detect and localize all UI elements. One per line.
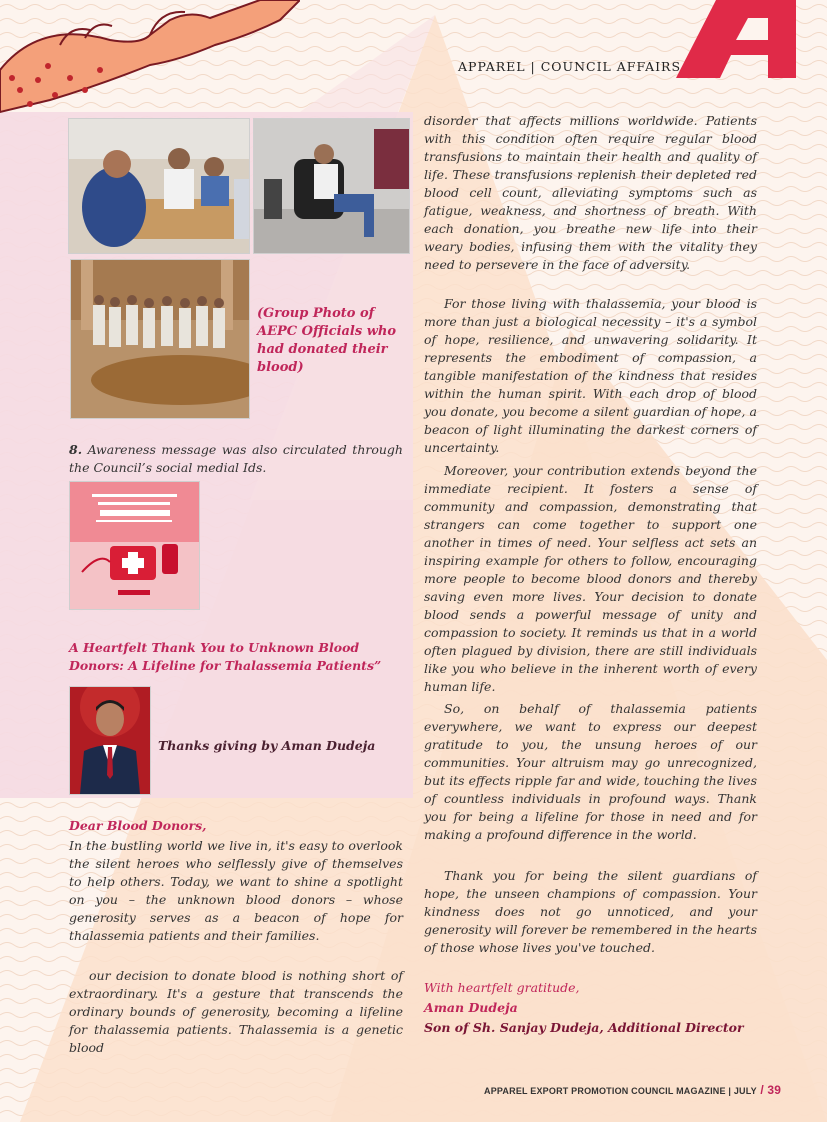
letter-paragraph: So, on behalf of thalassemia patients everywhere, we want to express our deepest gratitude to you, the unsung heroes of our communities. Your altruism may go unrecognized, but its effects ripple far and wide, touching the lives of countless individuals in profound ways. Thank you for being a lifeline for those in need and for making a profound difference in the world.: [424, 701, 757, 842]
footer-text: APPAREL EXPORT PROMOTION COUNCIL MAGAZINE | JULY: [484, 1086, 757, 1096]
group-photo: [70, 259, 250, 419]
letter-paragraph: Moreover, your contribution extends beyond the immediate recipient. It fosters a sense of community and compassion, demonstrating that strangers can come together to support one another in times of need. Your selfless act sets an inspiring example for others to follow, encouraging more people to become blood donors and thereby saving even more lives. Your decision to donate blood sends a powerful message of unity and compassion to society. It reminds us that in a world often plagued by division, there are still individuals like you who believe in the inherent worth of every human life.: [424, 463, 757, 694]
section-header: APPAREL | COUNCIL AFFAIRS: [458, 59, 682, 74]
item-8-text: [69, 441, 403, 477]
letter-paragraph: Thank you for being the silent guardians of hope, the unseen champions of compassion. Your kindness does not go unnoticed, and your generosity will forever be remembered in the hearts of those whose lives you've touched.: [424, 868, 757, 955]
letter-paragraph: disorder that affects millions worldwide. Patients with this condition often require regular blood transfusions to maintain their health and quality of life. These transfusions replenish their depleted red blood cell count, alleviating symptoms such as fatigue, weakness, and shortness of breath. With each donation, you breathe new life into their weary bodies, infusing them with the vitality they need to persevere in the face of adversity.: [424, 113, 757, 272]
thank-you-heading: A Heartfelt Thank You to Unknown Blood Donors: A Lifeline for Thalassemia Patients”: [69, 640, 382, 673]
blood-donation-photo-2: [253, 118, 410, 254]
footer-separator: /: [756, 1083, 768, 1097]
letter-paragraph: In the bustling world we live in, it's easy to overlook the silent heroes who selflessly give of themselves to help others. Today, we want to shine a spotlight on you – the unknown blood donors – whose generosity serves as a beacon of hope for thalassemia patients and their families.: [69, 838, 403, 943]
blood-donation-photo-1: [68, 118, 250, 254]
letter-signer: Aman Dudeja: [424, 1000, 518, 1015]
hands-illustration: [0, 0, 300, 115]
letter-closing: With heartfelt gratitude,: [424, 980, 580, 995]
letter-signer-relation: Son of Sh. Sanjay Dudeja, Additional Director: [424, 1020, 744, 1035]
thanks-caption: Thanks giving by Aman Dudeja: [158, 738, 376, 753]
page-number: 39: [767, 1083, 782, 1097]
letter-greeting: Dear Blood Donors,: [69, 818, 207, 833]
world-blood-donor-day-poster: [69, 481, 200, 610]
aman-dudeja-portrait: [69, 686, 151, 795]
letter-paragraph: For those living with thalassemia, your blood is more than just a biological necessity – it's a symbol of hope, resilience, and unwavering solidarity. It represents the embodiment of compassion, a tangible manifestation of the kindness that resides within the human spirit. With each drop of blood you donate, you become a silent guardian of hope, a beacon of light illuminating the darkest corners of uncertainty.: [424, 296, 757, 455]
page-footer: [484, 1083, 781, 1097]
aepc-logo-icon: [676, 0, 796, 78]
letter-paragraph: our decision to donate blood is nothing short of extraordinary. It's a gesture that transcends the ordinary bounds of generosity, becoming a lifeline for thalassemia patients. Thalassemia is a genetic blood: [69, 968, 403, 1055]
item-number: 8.: [69, 442, 83, 457]
item-8-body: Awareness message was also circulated through the Council’s social medial Ids.: [69, 442, 403, 475]
group-photo-caption: (Group Photo of AEPC Officials who had donated their blood): [257, 306, 397, 375]
